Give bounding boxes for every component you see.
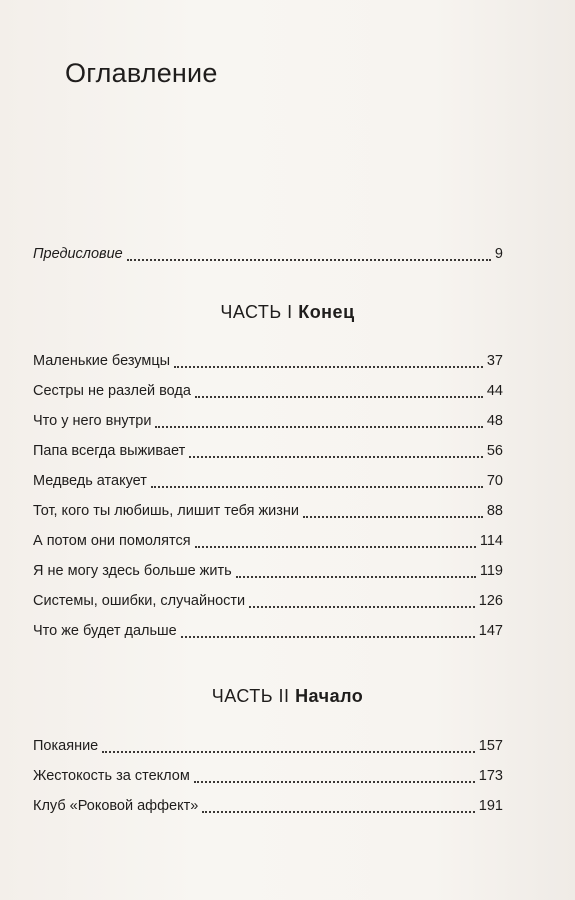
toc-entry-title: Маленькие безумцы xyxy=(33,353,171,369)
dot-leader xyxy=(181,636,475,638)
part-1-name: Конец xyxy=(298,302,355,322)
toc-entry-page: 9 xyxy=(494,246,503,262)
toc-entry-title: А потом они помолятся xyxy=(33,533,191,549)
toc-entry-title: Покаяние xyxy=(33,738,99,754)
toc-preface-section xyxy=(33,239,503,269)
toc-entry-page: 114 xyxy=(479,533,503,549)
toc-entry-page: 88 xyxy=(486,503,503,519)
dot-leader xyxy=(202,811,474,813)
part-2-label: ЧАСТЬ II xyxy=(211,686,290,706)
toc-entry-title: Папа всегда выживает xyxy=(33,443,186,459)
toc-entry-title: Тот, кого ты любишь, лишит тебя жизни xyxy=(33,503,300,519)
toc-entry[interactable] xyxy=(33,526,503,556)
toc-entry[interactable] xyxy=(33,436,503,466)
dot-leader xyxy=(195,396,483,398)
toc-entry-title: Жестокость за стеклом xyxy=(33,768,190,784)
toc-entry-page: 56 xyxy=(486,443,503,459)
dot-leader xyxy=(127,259,491,261)
toc-entry-page: 119 xyxy=(479,563,503,579)
dot-leader xyxy=(155,426,482,428)
toc-entry-page: 70 xyxy=(486,473,503,489)
part-2-name: Начало xyxy=(295,686,364,706)
toc-entry[interactable] xyxy=(33,616,503,646)
page-title: Оглавление xyxy=(65,58,218,88)
toc-entry-title: Что у него внутри xyxy=(33,413,152,429)
toc-entry[interactable] xyxy=(33,556,503,586)
toc-entry[interactable] xyxy=(33,406,503,436)
toc-entry-title: Предисловие xyxy=(33,246,123,262)
toc-entry-title: Я не могу здесь больше жить xyxy=(33,563,232,579)
toc-entry[interactable] xyxy=(33,376,503,406)
toc-entry[interactable] xyxy=(33,731,503,761)
toc-part-2-list xyxy=(33,731,503,821)
toc-entry-preface[interactable] xyxy=(33,239,503,269)
dot-leader xyxy=(189,456,483,458)
toc-entry-page: 191 xyxy=(478,798,503,814)
dot-leader xyxy=(236,576,476,578)
dot-leader xyxy=(303,516,483,518)
dot-leader xyxy=(195,546,476,548)
toc-entry-page: 147 xyxy=(478,623,503,639)
toc-entry-page: 173 xyxy=(478,768,503,784)
toc-entry-page: 37 xyxy=(486,353,503,369)
toc-entry-title: Клуб «Роковой аффект» xyxy=(33,798,199,814)
dot-leader xyxy=(151,486,483,488)
toc-entry[interactable] xyxy=(33,761,503,791)
toc-entry[interactable] xyxy=(33,466,503,496)
toc-entry[interactable] xyxy=(33,791,503,821)
part-1-title xyxy=(0,302,575,323)
part-2-title xyxy=(0,686,575,707)
toc-entry-page: 157 xyxy=(478,738,503,754)
toc-entry[interactable] xyxy=(33,346,503,376)
part-1-label: ЧАСТЬ I xyxy=(220,302,293,322)
toc-entry-title: Сестры не разлей вода xyxy=(33,383,191,399)
toc-entry-title: Что же будет дальше xyxy=(33,623,177,639)
toc-part-1-list xyxy=(33,346,503,646)
dot-leader xyxy=(194,781,475,783)
toc-entry[interactable] xyxy=(33,496,503,526)
dot-leader xyxy=(102,751,475,753)
toc-entry-page: 48 xyxy=(486,413,503,429)
dot-leader xyxy=(174,366,483,368)
dot-leader xyxy=(249,606,475,608)
toc-entry-page: 44 xyxy=(486,383,503,399)
toc-entry-page: 126 xyxy=(478,593,503,609)
toc-entry[interactable] xyxy=(33,586,503,616)
toc-entry-title: Системы, ошибки, случайности xyxy=(33,593,246,609)
toc-entry-title: Медведь атакует xyxy=(33,473,147,489)
